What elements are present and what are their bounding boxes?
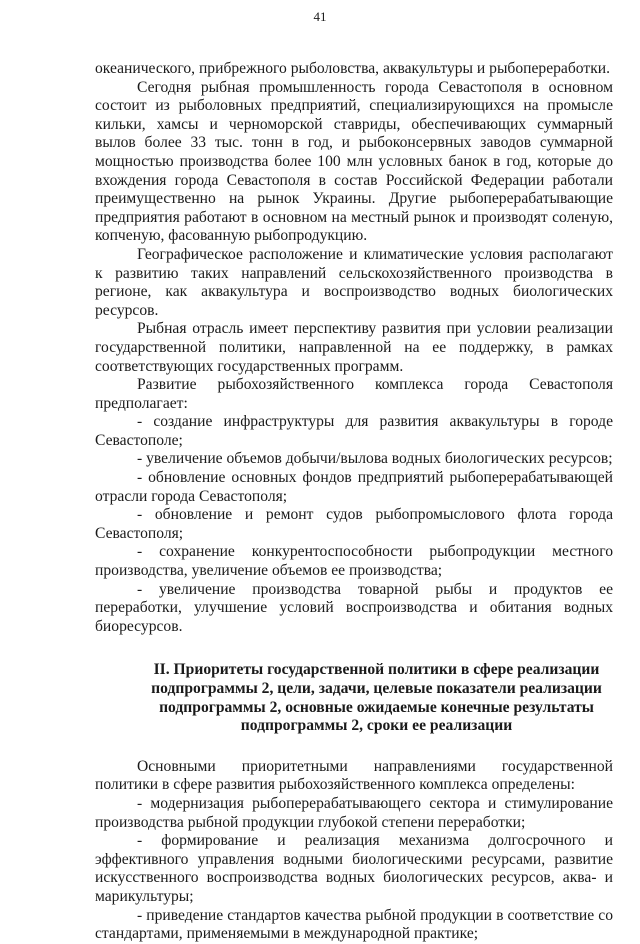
paragraph: Рыбная отрасль имеет перспективу развития при условии реализации государственной политики, направленной на ее поддержку, в рамках соответствующих государственных программ.	[95, 320, 613, 375]
list-item: - обновление основных фондов предприятий рыбоперерабатывающей отрасли города Севастополя;	[95, 469, 613, 505]
list-item: - увеличение объемов добычи/вылова водных биологических ресурсов;	[137, 450, 613, 468]
paragraph: Развитие рыбохозяйственного комплекса города Севастополя предполагает:	[95, 376, 613, 412]
document-body	[95, 60, 613, 944]
list-item: - создание инфраструктуры для развития аквакультуры в городе Севастополе;	[95, 413, 613, 449]
paragraph: Основными приоритетными направлениями государственной политики в сфере развития рыбохозяйственного комплекса определены:	[95, 757, 613, 794]
list-item: - увеличение производства товарной рыбы и продуктов ее переработки, улучшение условий воспроизводства и обитания водных биоресурсов.	[95, 580, 613, 635]
list-item: - модернизация рыбоперерабатывающего сектора и стимулирование производства рыбной продукции глубокой степени переработки;	[95, 794, 613, 831]
section-heading: II. Приоритеты государственной политики в сфере реализации подпрограммы 2, цели, задачи, целевые показатели реализации подпрограммы 2, основные ожидаемые конечные результаты подпрограммы 2, сроки ее реализации	[151, 661, 602, 735]
paragraph: океанического, прибрежного рыболовства, аквакультуры и рыбопереработки.	[95, 60, 611, 77]
paragraph: Сегодня рыбная промышленность города Севастополя в основном состоит из рыболовных предприятий, специализирующихся на промысле кильки, хамсы и черноморской ставриды, обеспечивающих суммарный вылов более 33 тыс. тонн в год, и рыбоконсервных заводов суммарной мощностью производства более 100 млн условных банок в год, которые до вхождения города Севастополя в состав Российской Федерации работали преимущественно на рынок Украины. Другие рыбоперерабатывающие предприятия работают в основном на местный рынок и производят соленую, копченую, фасованную рыбопродукцию.	[95, 78, 613, 245]
list-item: - приведение стандартов качества рыбной продукции в соответствие со стандартами, применяемыми в международной практике;	[95, 906, 613, 943]
list-item: - обновление и ремонт судов рыбопромыслового флота города Севастополя;	[95, 506, 613, 542]
list-item: - формирование и реализация механизма долгосрочного и эффективного управления водными биологическими ресурсами, развитие искусственного воспроизводства водных биологических ресурсов, аква- и марикультуры;	[95, 832, 613, 905]
page-number: 41	[313, 9, 327, 24]
list-item: - сохранение конкурентоспособности рыбопродукции местного производства, увеличение объемов ее производства;	[95, 543, 613, 580]
paragraph: Географическое расположение и климатические условия располагают к развитию таких направлений сельскохозяйственного производства в регионе, как аквакультура и воспроизводство водных биологических ресурсов.	[95, 245, 613, 319]
